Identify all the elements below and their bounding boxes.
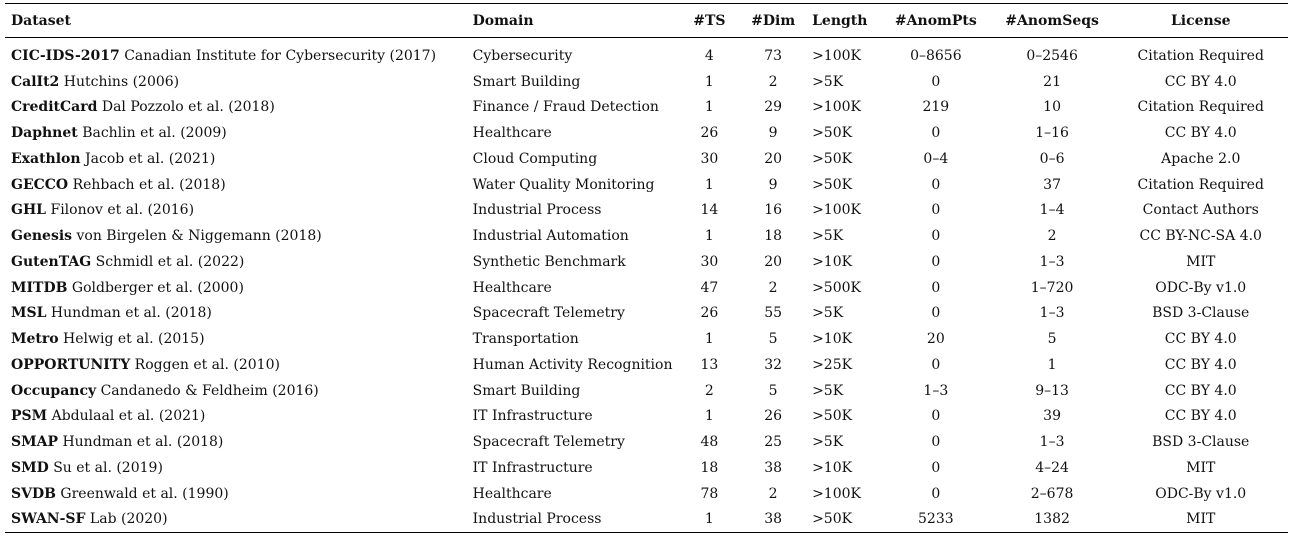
cell-dim: 73 (764, 47, 783, 64)
cell-anom-pts: 20 (926, 331, 945, 348)
cell-domain: Spacecraft Telemetry (472, 305, 625, 322)
cell-ts: 1 (704, 511, 714, 528)
cell-ts: 26 (700, 305, 719, 322)
table-row (5, 301, 1288, 327)
dataset-table-container (5, 3, 1288, 533)
dataset-citation: Helwig et al. (2015) (63, 331, 205, 348)
cell-license: BSD 3-Clause (1152, 305, 1250, 322)
table-row (5, 326, 1288, 352)
cell-dataset (5, 38, 467, 69)
cell-dim: 2 (768, 485, 778, 502)
cell-domain: Cloud Computing (472, 150, 598, 167)
cell-anom-seqs: 5 (1047, 331, 1057, 348)
dataset-citation: Abdulaal et al. (2021) (51, 408, 206, 425)
cell-anom-pts: 0 (931, 356, 941, 373)
cell-anom-seqs: 21 (1043, 73, 1061, 90)
cell-domain: Spacecraft Telemetry (472, 434, 625, 451)
cell-dim: 16 (764, 202, 783, 219)
table-row (5, 507, 1288, 533)
cell-domain: Transportation (472, 331, 579, 348)
cell-domain: IT Infrastructure (472, 408, 593, 425)
cell-length: >100K (812, 485, 861, 502)
table-row (5, 38, 1288, 69)
cell-dataset (5, 95, 467, 121)
cell-dim: 55 (764, 305, 783, 322)
cell-length: >10K (812, 331, 853, 348)
cell-length: >10K (812, 459, 853, 476)
header-license: License (1170, 12, 1231, 29)
cell-dataset (5, 429, 467, 455)
dataset-name: SVDB (11, 485, 56, 502)
cell-dim: 2 (768, 279, 778, 296)
cell-length: >50K (812, 176, 853, 193)
cell-dim: 20 (764, 150, 783, 167)
cell-ts: 78 (700, 485, 719, 502)
dataset-name: Occupancy (11, 382, 97, 399)
cell-anom-pts: 1–3 (923, 382, 949, 399)
dataset-citation: Bachlin et al. (2009) (82, 125, 227, 142)
dataset-citation: Goldberger et al. (2000) (71, 279, 244, 296)
table-row (5, 455, 1288, 481)
cell-dataset (5, 455, 467, 481)
cell-license: CC BY 4.0 (1164, 125, 1237, 142)
dataset-citation: Schmidl et al. (2022) (95, 253, 245, 270)
cell-anom-seqs: 1–3 (1039, 434, 1065, 451)
cell-anom-seqs: 0–6 (1039, 150, 1065, 167)
dataset-name: CIC-IDS-2017 (11, 47, 120, 64)
cell-domain: Industrial Automation (472, 228, 629, 245)
cell-anom-seqs: 1–3 (1039, 305, 1065, 322)
cell-license: BSD 3-Clause (1152, 434, 1250, 451)
cell-domain: Cybersecurity (472, 47, 573, 64)
dataset-name: Genesis (11, 228, 73, 245)
cell-ts: 1 (704, 176, 714, 193)
cell-anom-seqs: 9–13 (1035, 382, 1069, 399)
cell-length: >100K (812, 202, 861, 219)
dataset-name: Exathlon (11, 150, 81, 167)
cell-domain: Healthcare (472, 279, 552, 296)
cell-length: >500K (812, 279, 861, 296)
dataset-citation: Greenwald et al. (1990) (60, 485, 229, 502)
cell-length: >5K (812, 73, 844, 90)
cell-anom-pts: 0 (931, 202, 941, 219)
cell-anom-pts: 0 (931, 279, 941, 296)
cell-ts: 2 (704, 382, 714, 399)
cell-license: MIT (1186, 253, 1216, 270)
cell-length: >25K (812, 356, 853, 373)
cell-anom-pts: 5233 (918, 511, 954, 528)
cell-dim: 2 (768, 73, 778, 90)
dataset-citation: von Birgelen & Niggemann (2018) (76, 228, 322, 245)
cell-dim: 38 (764, 511, 783, 528)
dataset-name: GECCO (11, 176, 69, 193)
cell-license: ODC-By v1.0 (1155, 279, 1247, 296)
table-row (5, 95, 1288, 121)
cell-anom-seqs: 1 (1047, 356, 1057, 373)
cell-domain: Synthetic Benchmark (472, 253, 626, 270)
table-row (5, 481, 1288, 507)
cell-length: >5K (812, 228, 844, 245)
dataset-citation: Dal Pozzolo et al. (2018) (101, 99, 275, 116)
table-row (5, 223, 1288, 249)
dataset-name: CreditCard (11, 99, 98, 116)
table-row (5, 275, 1288, 301)
cell-ts: 1 (704, 408, 714, 425)
cell-length: >50K (812, 150, 853, 167)
cell-license: CC BY 4.0 (1164, 382, 1237, 399)
dataset-citation: Lab (2020) (89, 511, 168, 528)
dataset-name: MITDB (11, 279, 68, 296)
table-row (5, 198, 1288, 224)
cell-anom-seqs: 1–16 (1035, 125, 1069, 142)
cell-anom-seqs: 1–4 (1039, 202, 1065, 219)
cell-dataset (5, 481, 467, 507)
cell-domain: Finance / Fraud Detection (472, 99, 659, 116)
cell-dataset (5, 378, 467, 404)
dataset-name: OPPORTUNITY (11, 356, 131, 373)
cell-license: CC BY 4.0 (1164, 331, 1237, 348)
dataset-name: PSM (11, 408, 48, 425)
cell-dataset (5, 507, 467, 533)
cell-anom-pts: 0 (931, 434, 941, 451)
cell-license: CC BY 4.0 (1164, 408, 1237, 425)
table-header (5, 4, 1288, 38)
header-anom-seqs: #AnomSeqs (1005, 12, 1099, 29)
cell-dim: 29 (764, 99, 783, 116)
cell-license: CC BY-NC-SA 4.0 (1139, 228, 1262, 245)
dataset-citation: Roggen et al. (2010) (134, 356, 280, 373)
cell-license: Citation Required (1137, 47, 1264, 64)
cell-ts: 1 (704, 99, 714, 116)
header-row (5, 4, 1288, 38)
cell-ts: 26 (700, 125, 719, 142)
dataset-citation: Candanedo & Feldheim (2016) (100, 382, 319, 399)
cell-license: MIT (1186, 459, 1216, 476)
cell-anom-seqs: 10 (1043, 99, 1061, 116)
cell-ts: 48 (700, 434, 719, 451)
table-row (5, 429, 1288, 455)
cell-length: >100K (812, 99, 861, 116)
table-body (5, 38, 1288, 533)
cell-anom-seqs: 2 (1047, 228, 1057, 245)
header-anom-pts: #AnomPts (894, 12, 977, 29)
cell-anom-pts: 0 (931, 485, 941, 502)
cell-anom-seqs: 1–3 (1039, 253, 1065, 270)
cell-domain: IT Infrastructure (472, 459, 593, 476)
cell-length: >10K (812, 253, 853, 270)
cell-domain: Healthcare (472, 125, 552, 142)
cell-anom-seqs: 0–2546 (1026, 47, 1078, 64)
dataset-name: CalIt2 (11, 73, 60, 90)
header-dataset: Dataset (11, 12, 72, 29)
dataset-name: GHL (11, 202, 47, 219)
cell-license: Contact Authors (1142, 202, 1259, 219)
cell-anom-pts: 0–4 (923, 150, 949, 167)
cell-dataset (5, 69, 467, 95)
table-row (5, 404, 1288, 430)
table-row (5, 352, 1288, 378)
dataset-name: SMAP (11, 434, 58, 451)
cell-dim: 26 (764, 408, 783, 425)
dataset-table (5, 3, 1288, 533)
cell-length: >50K (812, 125, 853, 142)
cell-dim: 32 (764, 356, 783, 373)
cell-license: Citation Required (1137, 176, 1264, 193)
cell-anom-seqs: 1–720 (1030, 279, 1074, 296)
cell-ts: 30 (700, 253, 719, 270)
cell-license: Citation Required (1137, 99, 1264, 116)
cell-dataset (5, 198, 467, 224)
cell-dim: 18 (764, 228, 783, 245)
cell-license: MIT (1186, 511, 1216, 528)
dataset-name: Metro (11, 331, 59, 348)
cell-dim: 5 (768, 331, 778, 348)
cell-dim: 9 (768, 176, 778, 193)
cell-anom-pts: 0 (931, 459, 941, 476)
cell-ts: 1 (704, 228, 714, 245)
cell-dataset (5, 120, 467, 146)
cell-anom-seqs: 2–678 (1030, 485, 1074, 502)
cell-anom-pts: 0 (931, 228, 941, 245)
dataset-citation: Hutchins (2006) (63, 73, 180, 90)
dataset-citation: Su et al. (2019) (53, 459, 163, 476)
cell-anom-seqs: 4–24 (1035, 459, 1069, 476)
cell-domain: Smart Building (472, 382, 581, 399)
header-dim: #Dim (751, 12, 796, 29)
cell-dataset (5, 146, 467, 172)
cell-domain: Healthcare (472, 485, 552, 502)
cell-dataset (5, 249, 467, 275)
dataset-name: GutenTAG (11, 253, 92, 270)
cell-domain: Human Activity Recognition (472, 356, 673, 373)
cell-length: >5K (812, 305, 844, 322)
cell-license: ODC-By v1.0 (1155, 485, 1247, 502)
cell-anom-pts: 0 (931, 73, 941, 90)
dataset-name: Daphnet (11, 125, 78, 142)
cell-length: >100K (812, 47, 861, 64)
cell-ts: 1 (704, 73, 714, 90)
cell-anom-seqs: 1382 (1034, 511, 1070, 528)
cell-anom-pts: 0–8656 (910, 47, 962, 64)
cell-length: >50K (812, 511, 853, 528)
cell-dataset (5, 172, 467, 198)
cell-license: CC BY 4.0 (1164, 73, 1237, 90)
cell-dataset (5, 352, 467, 378)
cell-dim: 20 (764, 253, 783, 270)
cell-dim: 5 (768, 382, 778, 399)
cell-anom-pts: 0 (931, 408, 941, 425)
cell-domain: Industrial Process (472, 511, 602, 528)
cell-dataset (5, 404, 467, 430)
cell-ts: 18 (700, 459, 719, 476)
dataset-name: SMD (11, 459, 49, 476)
cell-ts: 30 (700, 150, 719, 167)
cell-length: >5K (812, 382, 844, 399)
cell-anom-seqs: 39 (1043, 408, 1061, 425)
cell-ts: 14 (700, 202, 719, 219)
cell-dataset (5, 301, 467, 327)
dataset-name: SWAN-SF (11, 511, 86, 528)
cell-anom-seqs: 37 (1043, 176, 1061, 193)
cell-ts: 13 (700, 356, 719, 373)
cell-length: >50K (812, 408, 853, 425)
cell-anom-pts: 0 (931, 125, 941, 142)
cell-domain: Industrial Process (472, 202, 602, 219)
table-row (5, 146, 1288, 172)
dataset-name: MSL (11, 305, 47, 322)
cell-domain: Smart Building (472, 73, 581, 90)
cell-ts: 4 (704, 47, 714, 64)
header-length: Length (812, 12, 868, 29)
dataset-citation: Rehbach et al. (2018) (72, 176, 226, 193)
cell-anom-pts: 0 (931, 305, 941, 322)
cell-dim: 38 (764, 459, 783, 476)
cell-anom-pts: 0 (931, 253, 941, 270)
dataset-citation: Filonov et al. (2016) (50, 202, 195, 219)
dataset-citation: Hundman et al. (2018) (50, 305, 212, 322)
cell-anom-pts: 219 (922, 99, 950, 116)
cell-ts: 47 (700, 279, 719, 296)
header-domain: Domain (472, 12, 534, 29)
cell-dim: 9 (768, 125, 778, 142)
cell-dataset (5, 326, 467, 352)
cell-dataset (5, 223, 467, 249)
cell-license: Apache 2.0 (1161, 150, 1241, 167)
dataset-citation: Canadian Institute for Cybersecurity (2017) (124, 47, 437, 64)
header-ts: #TS (693, 12, 726, 29)
cell-anom-pts: 0 (931, 176, 941, 193)
cell-dataset (5, 275, 467, 301)
dataset-citation: Jacob et al. (2021) (85, 150, 216, 167)
cell-length: >5K (812, 434, 844, 451)
table-row (5, 378, 1288, 404)
cell-ts: 1 (704, 331, 714, 348)
cell-dim: 25 (764, 434, 783, 451)
dataset-citation: Hundman et al. (2018) (62, 434, 224, 451)
cell-license: CC BY 4.0 (1164, 356, 1237, 373)
cell-domain: Water Quality Monitoring (472, 176, 655, 193)
table-row (5, 69, 1288, 95)
table-row (5, 249, 1288, 275)
table-row (5, 120, 1288, 146)
table-row (5, 172, 1288, 198)
